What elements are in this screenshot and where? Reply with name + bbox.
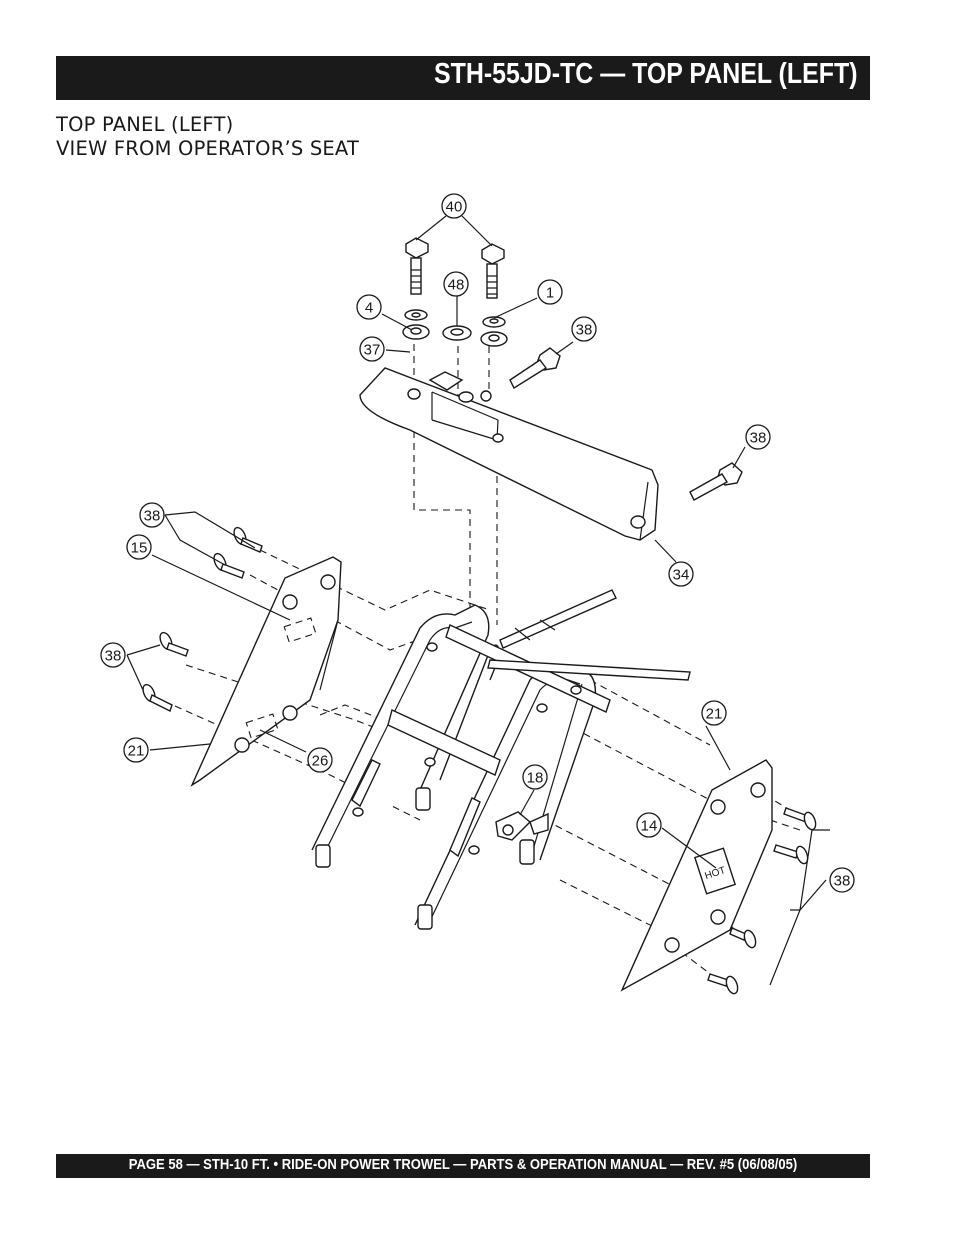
top-panel-bracket xyxy=(360,368,658,540)
svg-text:38: 38 xyxy=(143,507,161,525)
callout-21-left xyxy=(124,738,148,762)
svg-text:37: 37 xyxy=(363,341,381,359)
svg-text:18: 18 xyxy=(526,769,544,787)
subtitle-line-2: VIEW FROM OPERATOR’S SEAT xyxy=(56,137,360,160)
svg-text:38: 38 xyxy=(833,872,851,890)
callout-4 xyxy=(357,295,381,319)
callout-38-top xyxy=(572,317,596,341)
page-title: STH-55JD-TC — TOP PANEL (LEFT) xyxy=(434,58,858,90)
svg-text:15: 15 xyxy=(130,539,148,557)
callout-40 xyxy=(442,194,466,218)
svg-text:4: 4 xyxy=(364,299,374,317)
svg-text:34: 34 xyxy=(672,566,690,584)
svg-text:26: 26 xyxy=(311,752,329,770)
page-footer-bar xyxy=(56,1154,870,1178)
callout-21-right xyxy=(702,701,726,725)
callout-18 xyxy=(523,765,547,789)
svg-text:1: 1 xyxy=(545,284,555,302)
callout-34 xyxy=(669,562,693,586)
callout-15 xyxy=(127,535,151,559)
callout-38-right xyxy=(746,425,770,449)
hot-decal-text: HOT xyxy=(703,865,727,883)
callout-37 xyxy=(360,337,384,361)
callout-26 xyxy=(308,748,332,772)
callout-48 xyxy=(444,272,468,296)
svg-text:48: 48 xyxy=(447,276,465,294)
callout-38-right-lower xyxy=(830,868,854,892)
page-footer-text: PAGE 58 — STH-10 FT. • RIDE-ON POWER TROWEL — PARTS & OPERATION MANUAL — REV. #5 (06/08/05) xyxy=(128,1157,798,1173)
svg-text:21: 21 xyxy=(127,742,145,760)
svg-text:14: 14 xyxy=(640,817,658,835)
callout-38-left-upper xyxy=(140,503,164,527)
svg-text:38: 38 xyxy=(104,647,122,665)
callout-38-left-lower xyxy=(101,643,125,667)
svg-text:21: 21 xyxy=(705,705,723,723)
callout-14 xyxy=(637,813,661,837)
washers xyxy=(403,310,507,346)
subtitle-line-1: TOP PANEL (LEFT) xyxy=(56,113,234,136)
callout-1 xyxy=(538,280,562,304)
svg-text:38: 38 xyxy=(749,429,767,447)
right-side-panel xyxy=(622,760,772,990)
frame-assembly xyxy=(312,590,690,929)
svg-text:38: 38 xyxy=(575,321,593,339)
svg-text:40: 40 xyxy=(445,198,463,216)
